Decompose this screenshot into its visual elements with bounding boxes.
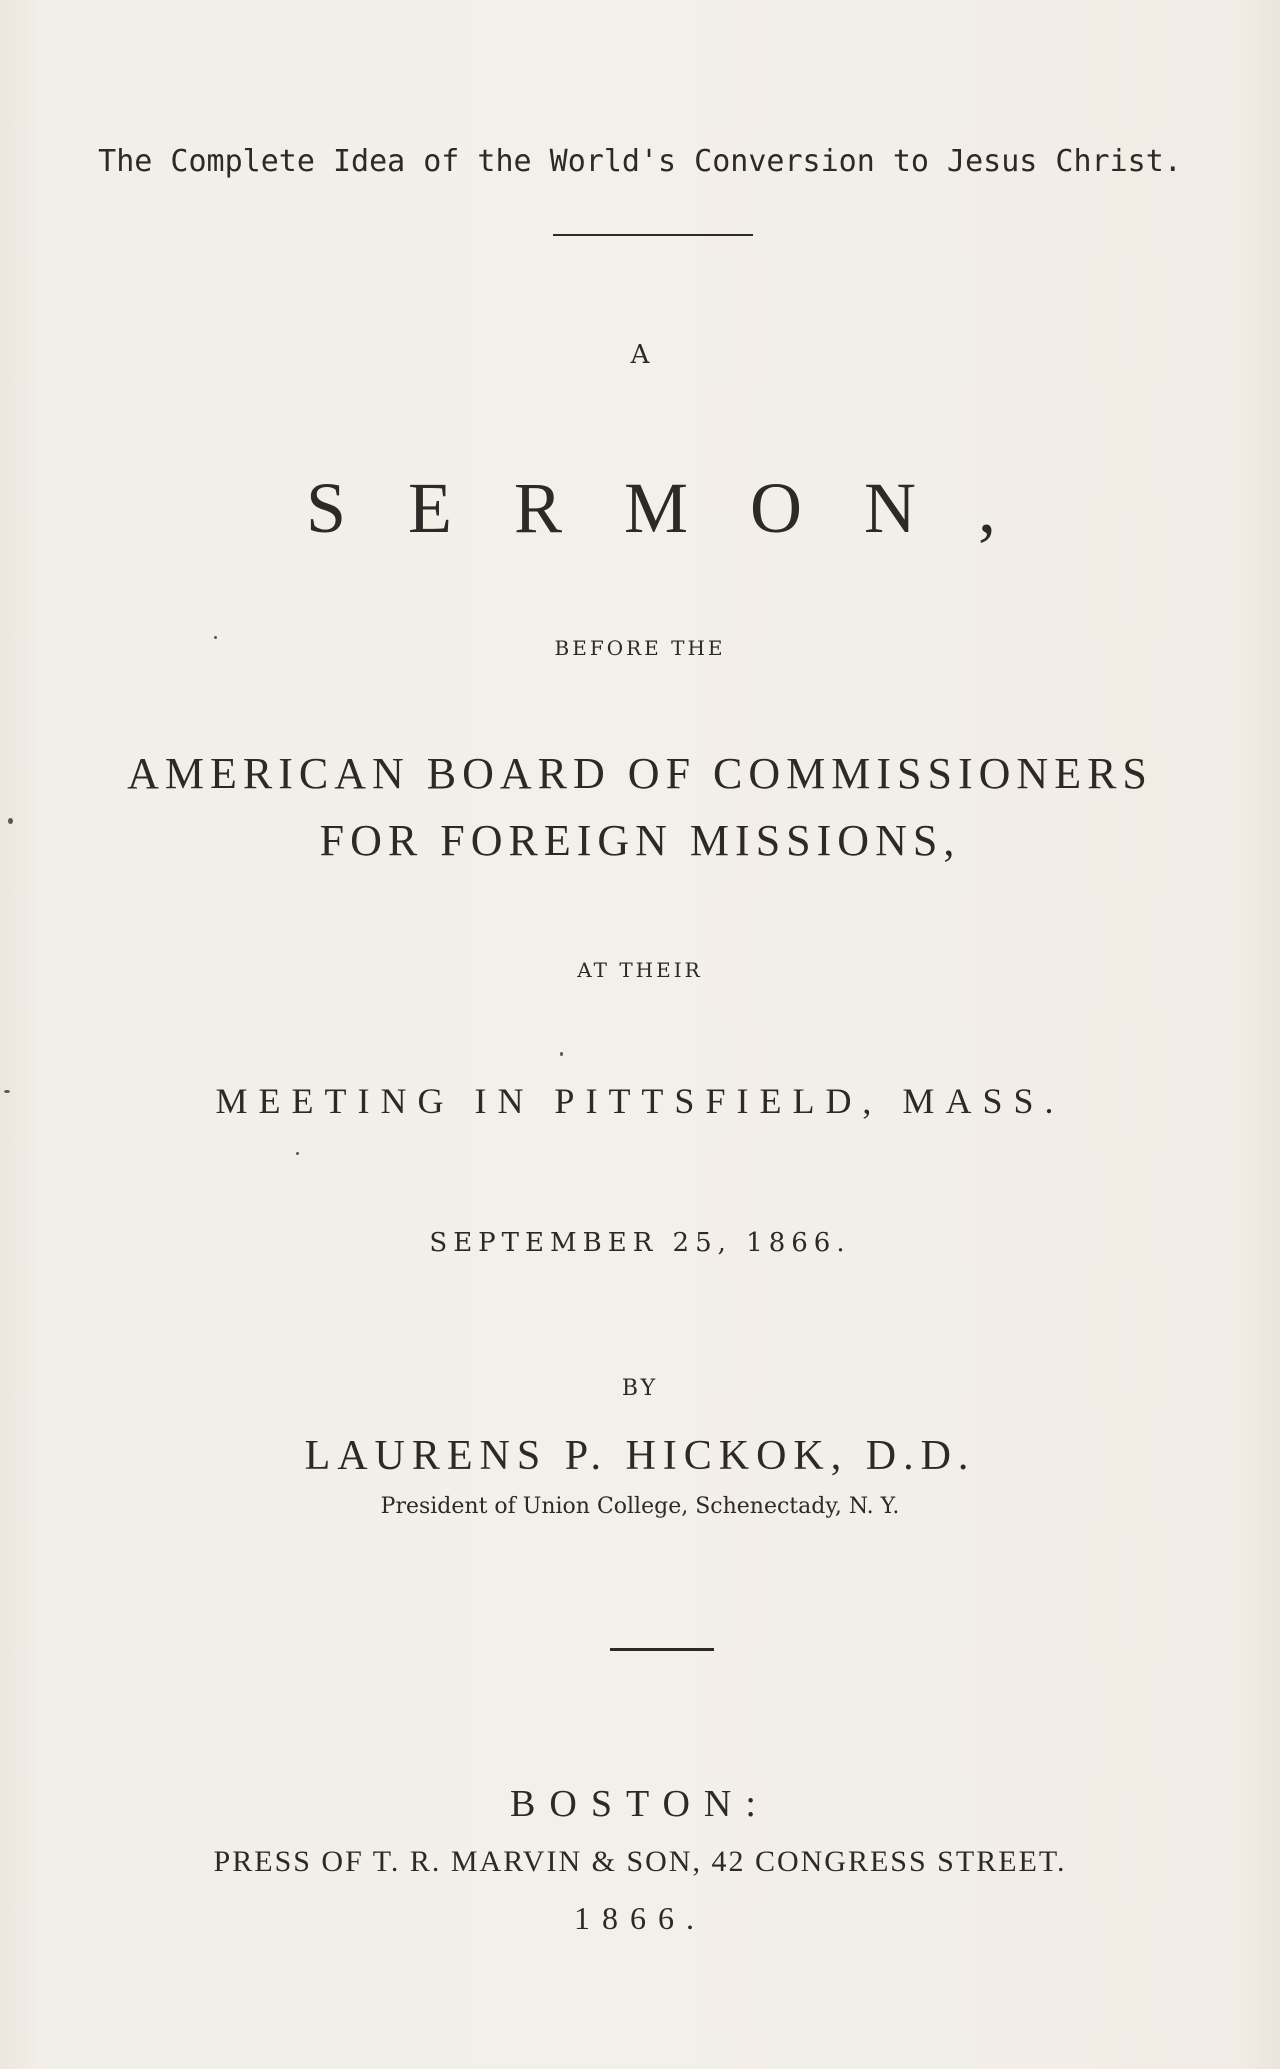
by-label: BY bbox=[621, 1376, 659, 1401]
before-the: BEFORE THE bbox=[554, 636, 726, 660]
bottom-rule bbox=[610, 1648, 714, 1651]
imprint-year: 1866. bbox=[574, 1900, 706, 1936]
article-a: A bbox=[630, 340, 650, 370]
paper-speck bbox=[296, 1152, 299, 1155]
paper-speck bbox=[214, 636, 217, 639]
sermon-date: SEPTEMBER 25, 1866. bbox=[429, 1228, 851, 1258]
at-their: AT THEIR bbox=[577, 958, 703, 982]
paper-speck bbox=[560, 1052, 563, 1056]
imprint-press: PRESS OF T. R. MARVIN & SON, 42 CONGRESS STREET. bbox=[213, 1845, 1067, 1878]
imprint-city: BOSTON: bbox=[510, 1783, 770, 1825]
paper-speck bbox=[8, 818, 13, 824]
author-affiliation: President of Union College, Schenectady, N. Y. bbox=[380, 1494, 900, 1519]
meeting-line: MEETING IN PITTSFIELD, MASS. bbox=[215, 1081, 1065, 1121]
paper-speck bbox=[4, 1090, 10, 1093]
board-line-2: FOR FOREIGN MISSIONS, bbox=[319, 816, 961, 865]
board-line-1: AMERICAN BOARD OF COMMISSIONERS bbox=[127, 749, 1153, 798]
top-rule bbox=[553, 234, 753, 236]
running-title: The Complete Idea of the World's Conversion to Jesus Christ. bbox=[98, 144, 1182, 179]
author-name: LAURENS P. HICKOK, D.D. bbox=[304, 1433, 976, 1479]
sermon-heading: S E R M O N , bbox=[305, 468, 1019, 548]
